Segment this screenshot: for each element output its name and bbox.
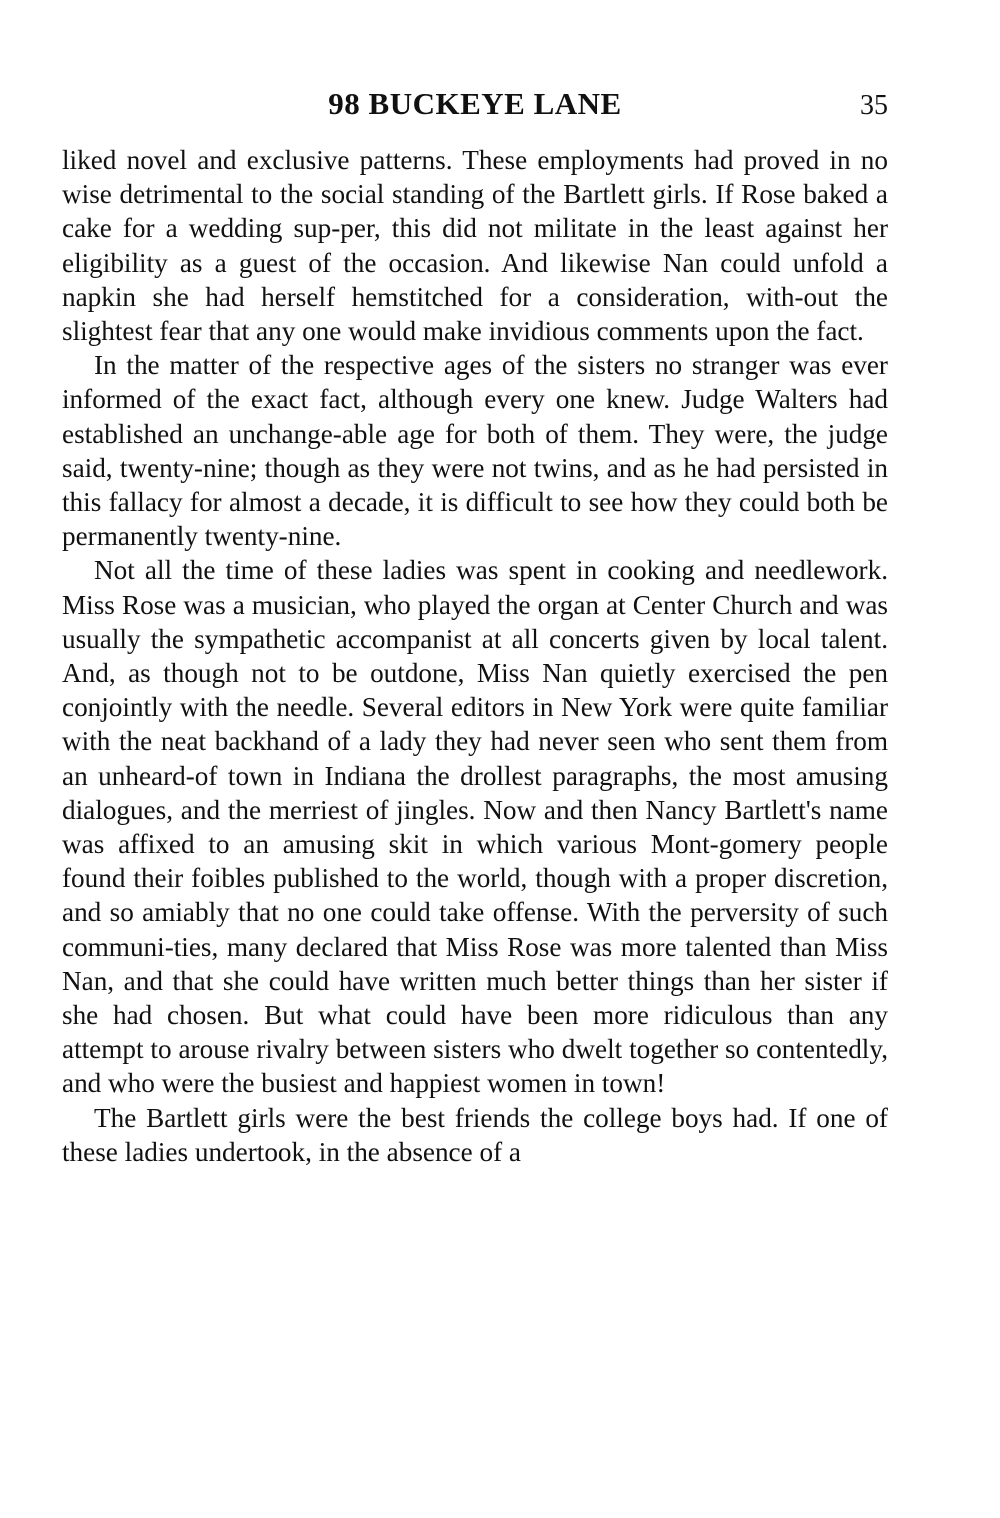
paragraph-2: In the matter of the respective ages of the sisters no stranger was ever informed of the exact fact, although every one knew. Judge Walters had established an unchange-able age for both of them. They were, the judge said, twenty-nine; though as they were not twins, and as he had persisted in this fallacy for almost a decade, it is difficult to see how they could both be permanently twenty-nine. — [62, 350, 888, 552]
paragraph-3: Not all the time of these ladies was spent in cooking and needlework. Miss Rose was a musician, who played the organ at Center Church and was usually the sympathetic accompanist at all concerts given by local talent. And, as though not to be outdone, Miss Nan quietly exercised the pen conjointly with the needle. Several editors in New York were quite familiar with the neat backhand of a lady they had never seen who sent them from an unheard-of town in Indiana the drollest paragraphs, the most amusing dialogues, and the merriest of jingles. Now and then Nancy Bartlett's name was affixed to an amusing skit in which various Mont-gomery people found their foibles published to the world, though with a proper discretion, and so amiably that no one could take offense. With the perversity of such communi-ties, many declared that Miss Rose was more talented than Miss Nan, and that she could have written much better things than her sister if she had chosen. But what could have been more ridiculous than any attempt to arouse rivalry between sisters who dwelt together so contentedly, and who were the busiest and happiest women in town! — [62, 555, 888, 1099]
paragraph-4: The Bartlett girls were the best friends the college boys had. If one of these ladies undertook, in the absence of a — [62, 1102, 888, 1167]
paragraph-1: liked novel and exclusive patterns. These employments had proved in no wise detrimental to the social standing of the Bartlett girls. If Rose baked a cake for a wedding sup-per, this did not militate in the least against her eligibility as a guest of the occasion. And likewise Nan could unfold a napkin she had herself hemstitched for a consideration, with-out the slightest fear that any one would make invidious comments upon the fact. — [62, 145, 888, 347]
running-title: 98 BUCKEYE LANE — [328, 86, 622, 121]
running-head — [62, 80, 888, 128]
page-number: 35 — [860, 90, 888, 121]
body-text — [62, 143, 888, 1169]
